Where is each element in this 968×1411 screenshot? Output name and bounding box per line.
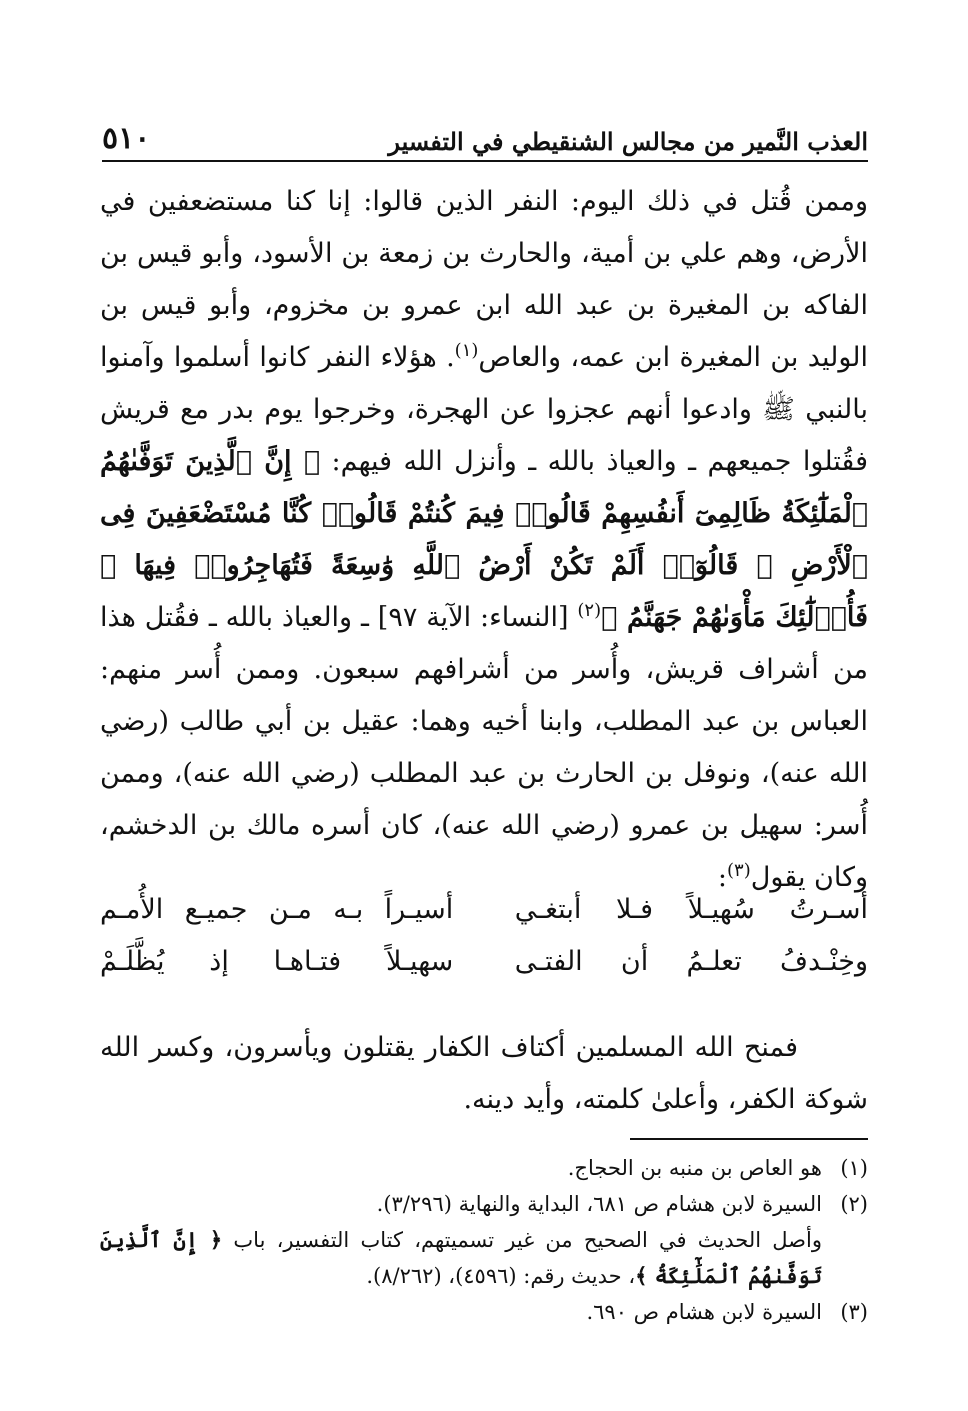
footnote-2-continuation (100, 1222, 868, 1294)
paragraph-text: : (717, 862, 727, 893)
footnote-ref-1: (١) (454, 340, 479, 361)
running-title: العذب النَّمير من مجالس الشنقيطي في التفسير (388, 127, 868, 156)
paragraph (100, 176, 868, 904)
footnote-3 (100, 1294, 868, 1330)
page-number: ٥١٠ (102, 121, 151, 156)
footnote-text: هو العاص بن منبه بن الحجاج. (567, 1156, 822, 1180)
hemistich-first: أسـرتُ سُهيـلاً فـلا أبتغـي (514, 894, 868, 925)
quran-verse: ﴿ إِنَّ ٱلَّذِينَ تَوَفَّىٰهُمُ ٱلْمَلَٰٓئِكَةُ ظَالِمِىٓ أَنفُسِهِمْ قَالُوا۟ فِيمَ كُنتُمْ قَالُوا۟ كُنَّا مُسْتَضْعَفِينَ فِى ٱلْأَرْضِ ۚ قَالُوٓا۟ أَلَمْ تَكُنْ أَرْضُ ٱللَّهِ وَٰسِعَةً فَتُهَاجِرُوا۟ فِيهَا ۚ فَأُو۟لَٰٓئِكَ مَأْوَىٰهُمْ جَهَنَّمُ ﴾ (100, 446, 869, 633)
footnote-text: وأصل الحديث في الصحيح من غير تسميتهم، كتاب التفسير، باب (222, 1228, 822, 1252)
paragraph-text: . هؤلاء النفر كانوا أسلموا وآمنوا بالنبي ﷺ وادعوا أنهم عجزوا عن الهجرة، وخرجوا يوم بدر مع قريش فقُتلوا جميعهم ـ والعياذ بالله ـ وأنزل الله فيهم: (100, 342, 868, 477)
footnote-1 (100, 1150, 868, 1186)
footnote-divider (630, 1138, 868, 1140)
paragraph-text: وممن قُتل في ذلك اليوم: النفر الذين قالوا: إنا كنا مستضعفين في الأرض، وهم علي بن أمية، والحارث بن زمعة بن الأسود، وأبو قيس بن الفاكه بن المغيرة بن عبد الله ابن عمرو بن مخزوم، وأبو قيس بن الوليد بن المغيرة ابن عمه، والعاص (100, 186, 868, 373)
page-header (102, 108, 868, 162)
footnote-ref-3: (٣) (726, 860, 751, 881)
footnote-2 (100, 1186, 868, 1222)
poem-verse (100, 884, 868, 936)
hemistich-second: أسيـراً بـه مـن جميـع الأُمـم (100, 894, 454, 925)
footnote-number: (٣) (840, 1300, 868, 1324)
footnote-ref-2: (٢) (577, 600, 602, 621)
closing-text: فمنح الله المسلمين أكتاف الكفار يقتلون ويأسرون، وكسر الله شوكة الكفر، وأعلىٰ كلمته، وأيد دينه. (100, 1032, 868, 1115)
hemistich-first: وخِنْـدفُ تعلـمُ أن الفتـى (514, 946, 868, 977)
main-text (100, 176, 868, 904)
closing-paragraph (100, 1022, 868, 1126)
footnotes (100, 1150, 868, 1330)
hemistich-second: سهيـلاً فتـاهـا إذ يُظَّلَـمْ (100, 946, 454, 977)
footnote-text: السيرة لابن هشام ص ٦٩٠. (586, 1300, 822, 1324)
footnote-number: (٢) (840, 1192, 868, 1216)
quran-verse: ﴿ إِنَّ ٱلَّذِينَ تَوَفَّىٰهُمُ ٱلْمَلَٰٓئِكَةُ ﴾ (100, 1227, 822, 1288)
poem (100, 884, 868, 988)
poem-verse (100, 936, 868, 988)
footnote-text: السيرة لابن هشام ص ٦٨١، البداية والنهاية (٣/٢٩٦). (376, 1192, 822, 1216)
footnote-text: ، حديث رقم: (٤٥٩٦)، (٨/٢٦٢). (366, 1264, 636, 1288)
paragraph-text: [النساء: الآية ٩٧] ـ والعياذ بالله ـ فقُتل هذا من أشراف قريش، وأُسر من أشرافهم سبعون. وممن أُسر منهم: العباس بن عبد المطلب، وابنا أخيه وهما: عقيل بن أبي طالب (رضي الله عنه)، ونوفل بن الحارث بن عبد المطلب (رضي الله عنه)، وممن أُسر: سهيل بن عمرو (رضي الله عنه)، كان أسره مالك بن الدخشم، وكان يقول (100, 602, 868, 893)
footnote-number: (١) (840, 1156, 868, 1180)
